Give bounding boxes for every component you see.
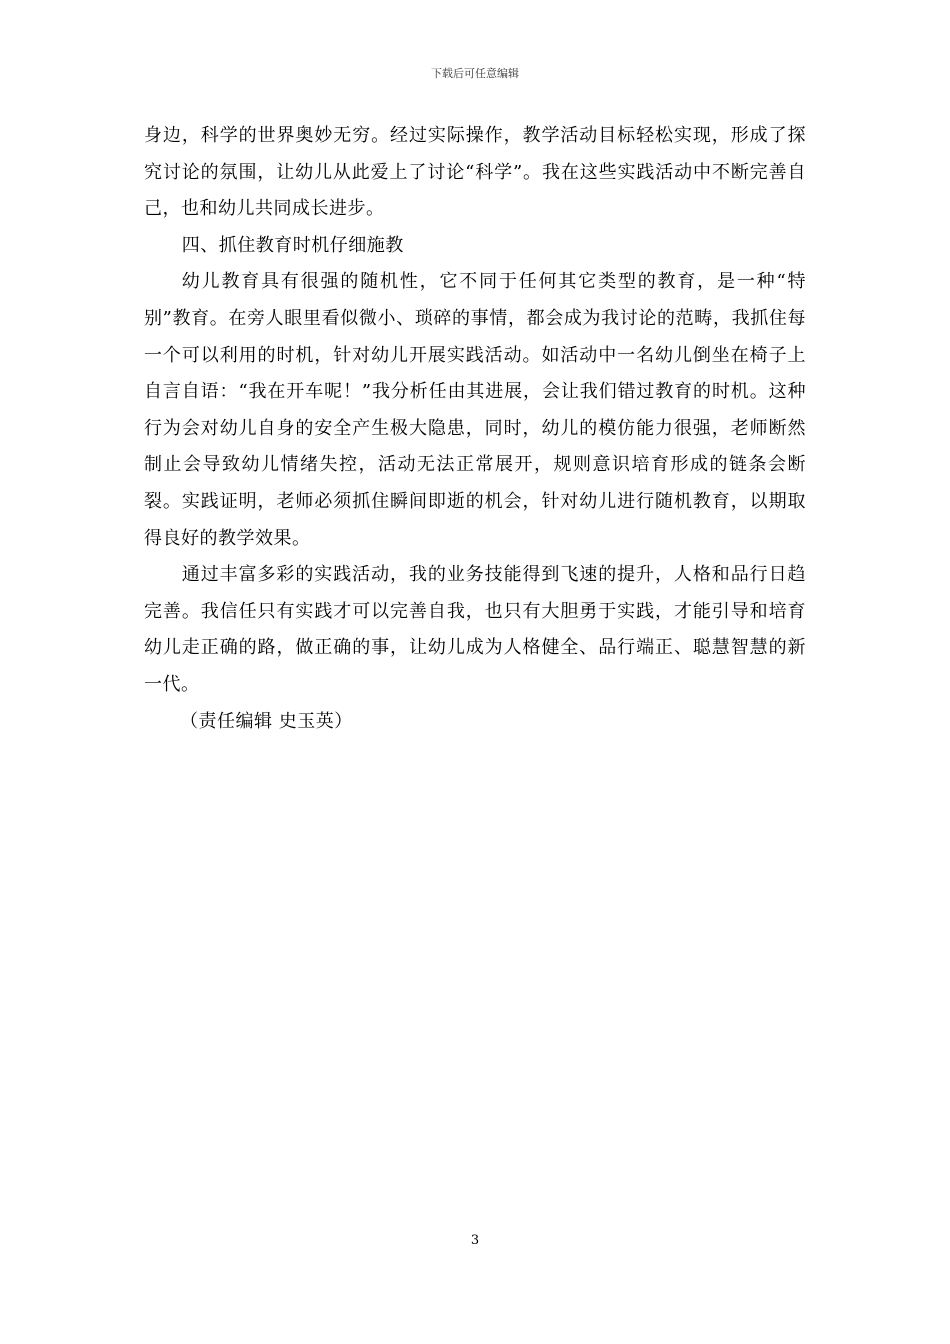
- paragraph: 通过丰富多彩的实践活动，我的业务技能得到飞速的提升，人格和品行日趋完善。我信任只有实践才可以完善自我，也只有大胆勇于实践，才能引导和培育幼儿走正确的路，做正确的事，让幼儿成为人格健全、品行端正、聪慧智慧的新一代。: [144, 564, 806, 695]
- page-header: 下载后可任意编辑: [431, 67, 519, 80]
- page-number: 3: [470, 1233, 480, 1248]
- editor-credit: （责任编辑 史玉英）: [180, 710, 353, 732]
- document-body: [144, 118, 806, 740]
- paragraph: 幼儿教育具有很强的随机性，它不同于任何其它类型的教育，是一种“特别”教育。在旁人眼里看似微小、琐碎的事情，都会成为我讨论的范畴，我抓住每一个可以利用的时机，针对幼儿开展实践活动。如活动中一名幼儿倒坐在椅子上自言自语：“我在开车呢！”我分析任由其进展，会让我们错过教育的时机。这种行为会对幼儿自身的安全产生极大隐患，同时，幼儿的模仿能力很强，老师断然制止会导致幼儿情绪失控，活动无法正常展开，规则意识培育形成的链条会断裂。实践证明，老师必须抓住瞬间即逝的机会，针对幼儿进行随机教育，以期取得良好的教学效果。: [144, 271, 806, 549]
- section-heading: 四、抓住教育时机仔细施教: [181, 234, 404, 256]
- paragraph-continued: 身边，科学的世界奥妙无穷。经过实际操作，教学活动目标轻松实现，形成了探究讨论的氛围，让幼儿从此爱上了讨论“科学”。我在这些实践活动中不断完善自己，也和幼儿共同成长进步。: [144, 125, 806, 220]
